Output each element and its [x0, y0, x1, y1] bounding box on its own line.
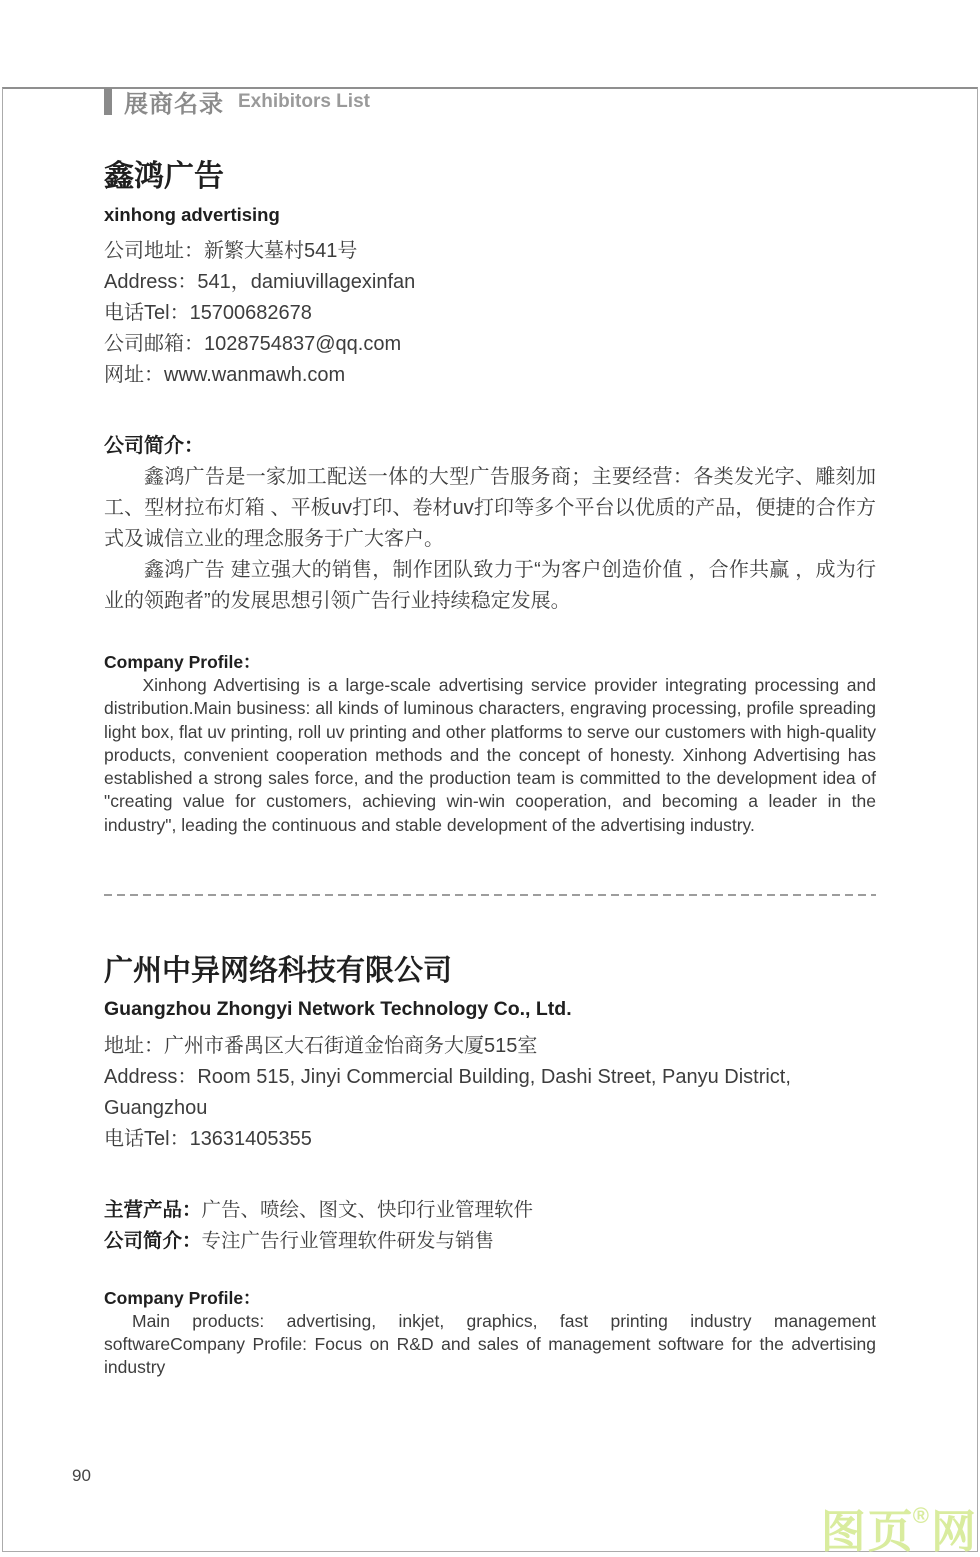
field-value: 广告、喷绘、图文、快印行业管理软件	[201, 1198, 534, 1221]
company-name-en: Guangzhou Zhongyi Network Technology Co., Ltd.	[104, 997, 572, 1020]
field-row-main-products	[104, 1195, 876, 1226]
registered-mark-icon: ®	[912, 1503, 929, 1528]
watermark-text-left: 图页	[820, 1506, 915, 1557]
profile-label-en: Company Profile：	[104, 652, 261, 672]
watermark-text-right: 网	[930, 1506, 978, 1557]
page-content	[0, 84, 980, 1380]
company-phone: 电话Tel：13631405355	[104, 1127, 312, 1150]
profile-label-zh: 公司简介：	[104, 435, 204, 457]
page-number: 90	[72, 1466, 91, 1485]
company-fields	[104, 1195, 876, 1257]
dashed-divider	[104, 894, 876, 896]
company-address-zh: 地址：广州市番禺区大石街道金怡商务大厦515室	[104, 1034, 538, 1057]
company-name-zh: 鑫鸿广告	[104, 160, 224, 193]
profile-paragraph-zh: 鑫鸿广告是一家加工配送一体的大型广告服务商；主要经营：各类发光字、雕刻加工、型材拉布灯箱 、平板uv打印、卷材uv打印等多个平台以优质的产品，便捷的合作方式及诚信立业的理念服务于广大客户。	[104, 466, 876, 550]
field-value: 专注广告行业管理软件研发与销售	[201, 1229, 495, 1252]
company-info-list	[104, 1031, 876, 1155]
field-row-profile-zh	[104, 1226, 876, 1257]
profile-label-en: Company Profile：	[104, 1287, 261, 1308]
profile-paragraph-en: Main products: advertising, inkjet, graphics, fast printing industry management softwareCompany Profile: Focus on R&D and sales of management software for the advertising industry	[104, 1310, 876, 1378]
company-info-list	[104, 236, 876, 391]
header-accent-bar	[104, 88, 112, 115]
company-address-zh: 公司地址：新繁大墓村541号	[104, 240, 358, 262]
field-label: 主营产品：	[104, 1198, 202, 1221]
section-header	[104, 84, 876, 119]
company-phone: 电话Tel：15700682678	[104, 302, 312, 324]
company-address-en: Address：Room 515, Jinyi Commercial Building, Dashi Street, Panyu District, Guangzhou	[104, 1065, 791, 1119]
company-profile-zh	[104, 431, 876, 617]
company-name-en: xinhong advertising	[104, 204, 280, 225]
company-email: 公司邮箱：1028754837@qq.com	[104, 333, 402, 355]
watermark-logo	[820, 1503, 978, 1557]
company-name-zh: 广州中异网络科技有限公司	[104, 955, 453, 988]
profile-paragraph-zh: 鑫鸿广告 建立强大的销售，制作团队致力于“为客户创造价值 ，合作共赢 ，成为行业的领跑者”的发展思想引领广告行业持续稳定发展。	[104, 559, 876, 612]
field-label: 公司简介：	[104, 1229, 202, 1252]
company-profile-en	[104, 1287, 876, 1380]
company-address-en: Address：541，damiuvillagexinfan	[104, 271, 416, 293]
header-title-zh: 展商名录	[124, 91, 224, 118]
company-website: 网址：www.wanmawh.com	[104, 364, 346, 386]
header-title-en: Exhibitors List	[238, 90, 370, 112]
company-entry-xinhong	[104, 159, 876, 837]
company-entry-zhongyi	[104, 954, 876, 1380]
profile-paragraph-en: Xinhong Advertising is a large-scale advertising service provider integrating processing and distribution.Main business: all kinds of luminous characters, engraving processing, profile spreading light box, flat uv printing, roll uv printing and other platforms to serve our customers with high-quality products, convenient cooperation methods and the concept of honesty. Xinhong Advertising has established a strong sales force, and the production team is committed to the development idea of "creating value for customers, achieving win-win cooperation, and becoming a leader in the industry", leading the continuous and stable development of the advertising industry.	[104, 675, 876, 835]
company-profile-en	[104, 651, 876, 837]
